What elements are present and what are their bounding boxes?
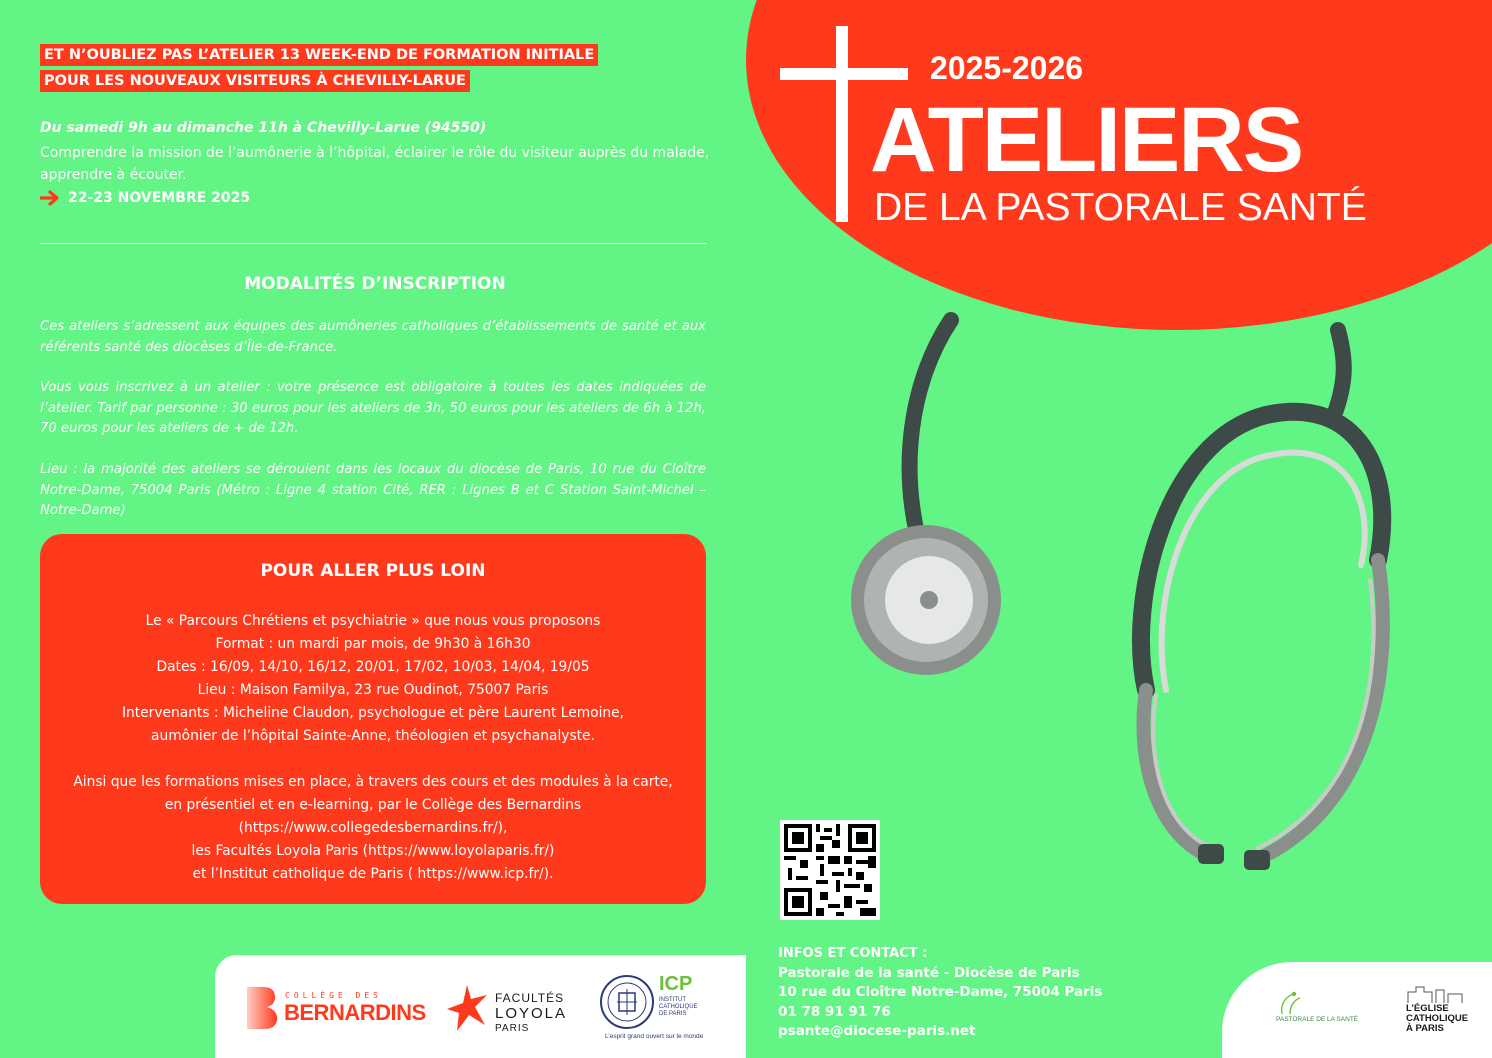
bernardins-b-icon (247, 987, 277, 1029)
eglise-line-1: L’ÉGLISE (1406, 1003, 1449, 1014)
weekend-date (40, 190, 250, 206)
eglise-line-3: À PARIS (1406, 1023, 1444, 1034)
weekend-schedule: Du samedi 9h au dimanche 11h à Chevilly-Larue (94550) (40, 120, 487, 136)
right-panel (746, 0, 1492, 1058)
contact-email[interactable]: psante@diocese-paris.net (778, 1023, 976, 1039)
contact-phone[interactable]: 01 78 91 91 76 (778, 1003, 891, 1020)
highlight-line-2: POUR LES NOUVEAUX VISITEURS À CHEVILLY-LARUE (40, 70, 470, 92)
arrow-right-icon (40, 190, 60, 206)
modalites-paragraph-3: Lieu : la majorité des ateliers se déroulent dans les locaux du diocèse de Paris, 10 rue du Cloître Notre-Dame, 75004 Paris (Métro : Ligne 4 station Cité, RER : Lignes B et C Station Saint-Michel – Notre-Dame) (40, 462, 706, 518)
weekend-description: Comprendre la mission de l’aumônerie à l’hôpital, éclairer le rôle du visiteur auprès du malade, apprendre à écouter. (40, 145, 710, 183)
icp-link[interactable]: et l’Institut catholique de Paris ( https://www.icp.fr/). (192, 866, 554, 882)
icp-subtitle: INSTITUT CATHOLIQUE DE PARIS (659, 997, 698, 1017)
bernardins-small-text: COLLÈGE DES (285, 991, 382, 1000)
plus-loin-box (40, 534, 706, 904)
spacer (40, 748, 706, 771)
eglise-logo-text (1406, 1004, 1468, 1034)
loyola-text-2: LOYOLA (495, 1005, 568, 1022)
contact-org: Pastorale de la santé - Diocèse de Paris (778, 964, 1080, 981)
contact-heading: INFOS ET CONTACT : (778, 946, 928, 961)
plus-loin-line: Ainsi que les formations mises en place, à travers des cours et des modules à la carte, (73, 774, 673, 790)
loyola-text-1: FACULTÉS (495, 991, 565, 1005)
stethoscope-illustration (746, 0, 1492, 960)
plus-loin-line: Format : un mardi par mois, de 9h30 à 16h30 (215, 636, 531, 652)
contact-address: 10 rue du Cloître Notre-Dame, 75004 Paris (778, 984, 1103, 1000)
pastorale-logo-icon (1276, 990, 1346, 1016)
plus-loin-line: Lieu : Maison Familya, 23 rue Oudinot, 75007 Paris (197, 682, 549, 698)
plus-loin-line: aumônier de l’hôpital Sainte-Anne, théologien et psychanalyste. (151, 728, 595, 744)
highlight-line-1: ET N’OUBLIEZ PAS L’ATELIER 13 WEEK-END DE FORMATION INITIALE (40, 44, 598, 66)
bernardins-link[interactable]: (https://www.collegedesbernardins.fr/), (238, 820, 508, 836)
plus-loin-line: Dates : 16/09, 14/10, 16/12, 20/01, 17/02, 10/03, 14/04, 19/05 (156, 659, 590, 675)
plus-loin-line: Intervenants : Micheline Claudon, psychologue et père Laurent Lemoine, (121, 705, 625, 721)
loyola-flame-icon (445, 983, 491, 1035)
plus-loin-line: Le « Parcours Chrétiens et psychiatrie » que nous vous proposons (145, 613, 601, 629)
plus-loin-line: en présentiel et en e-learning, par le Collège des Bernardins (164, 797, 582, 813)
bernardins-logo (247, 987, 426, 1029)
notre-dame-icon (1406, 984, 1466, 1004)
weekend-date-text: 22-23 NOVEMBRE 2025 (68, 190, 251, 206)
pastorale-logo-text: PASTORALE DE LA SANTÉ (1276, 1016, 1359, 1023)
loyola-link[interactable]: les Facultés Loyola Paris (https://www.loyolaparis.fr/) (191, 843, 555, 859)
year: 2025-2026 (930, 50, 1084, 86)
modalites-title: MODALITÉS D’INSCRIPTION (244, 274, 506, 294)
qr-code[interactable] (780, 820, 880, 920)
icp-tagline: L’esprit grand ouvert sur le monde (605, 1033, 704, 1040)
plus-loin-title: POUR ALLER PLUS LOIN (260, 561, 486, 581)
bernardins-big-text: BERNARDINS (284, 1000, 426, 1025)
icp-seal-icon (599, 973, 655, 1031)
divider (40, 243, 706, 244)
icp-text: ICP (659, 973, 693, 995)
modalites-paragraph-2: Vous vous inscrivez à un atelier : votre présence est obligatoire à toutes les dates indiquées de l’atelier. Tarif par personne : 30 euros pour les ateliers de 3h, 50 euros pour les ateliers de 6h à 12h, 70 euros pour les ateliers de + de 12h. (40, 380, 706, 436)
main-title: ATELIERS (870, 89, 1303, 191)
plus-loin-text (40, 610, 706, 886)
loyola-text-3: PARIS (495, 1023, 530, 1034)
eglise-line-2: CATHOLIQUE (1406, 1013, 1469, 1024)
icp-logo (599, 973, 719, 1045)
main-subtitle: DE LA PASTORALE SANTÉ (874, 186, 1367, 229)
modalites-paragraph-1: Ces ateliers s’adressent aux équipes des aumôneries catholiques d’établissements de santé et aux référents santé des diocèses d’Île-de-France. (40, 319, 706, 355)
loyola-logo (445, 983, 570, 1035)
partner-logos (215, 955, 746, 1058)
contact-block (778, 944, 1102, 1042)
